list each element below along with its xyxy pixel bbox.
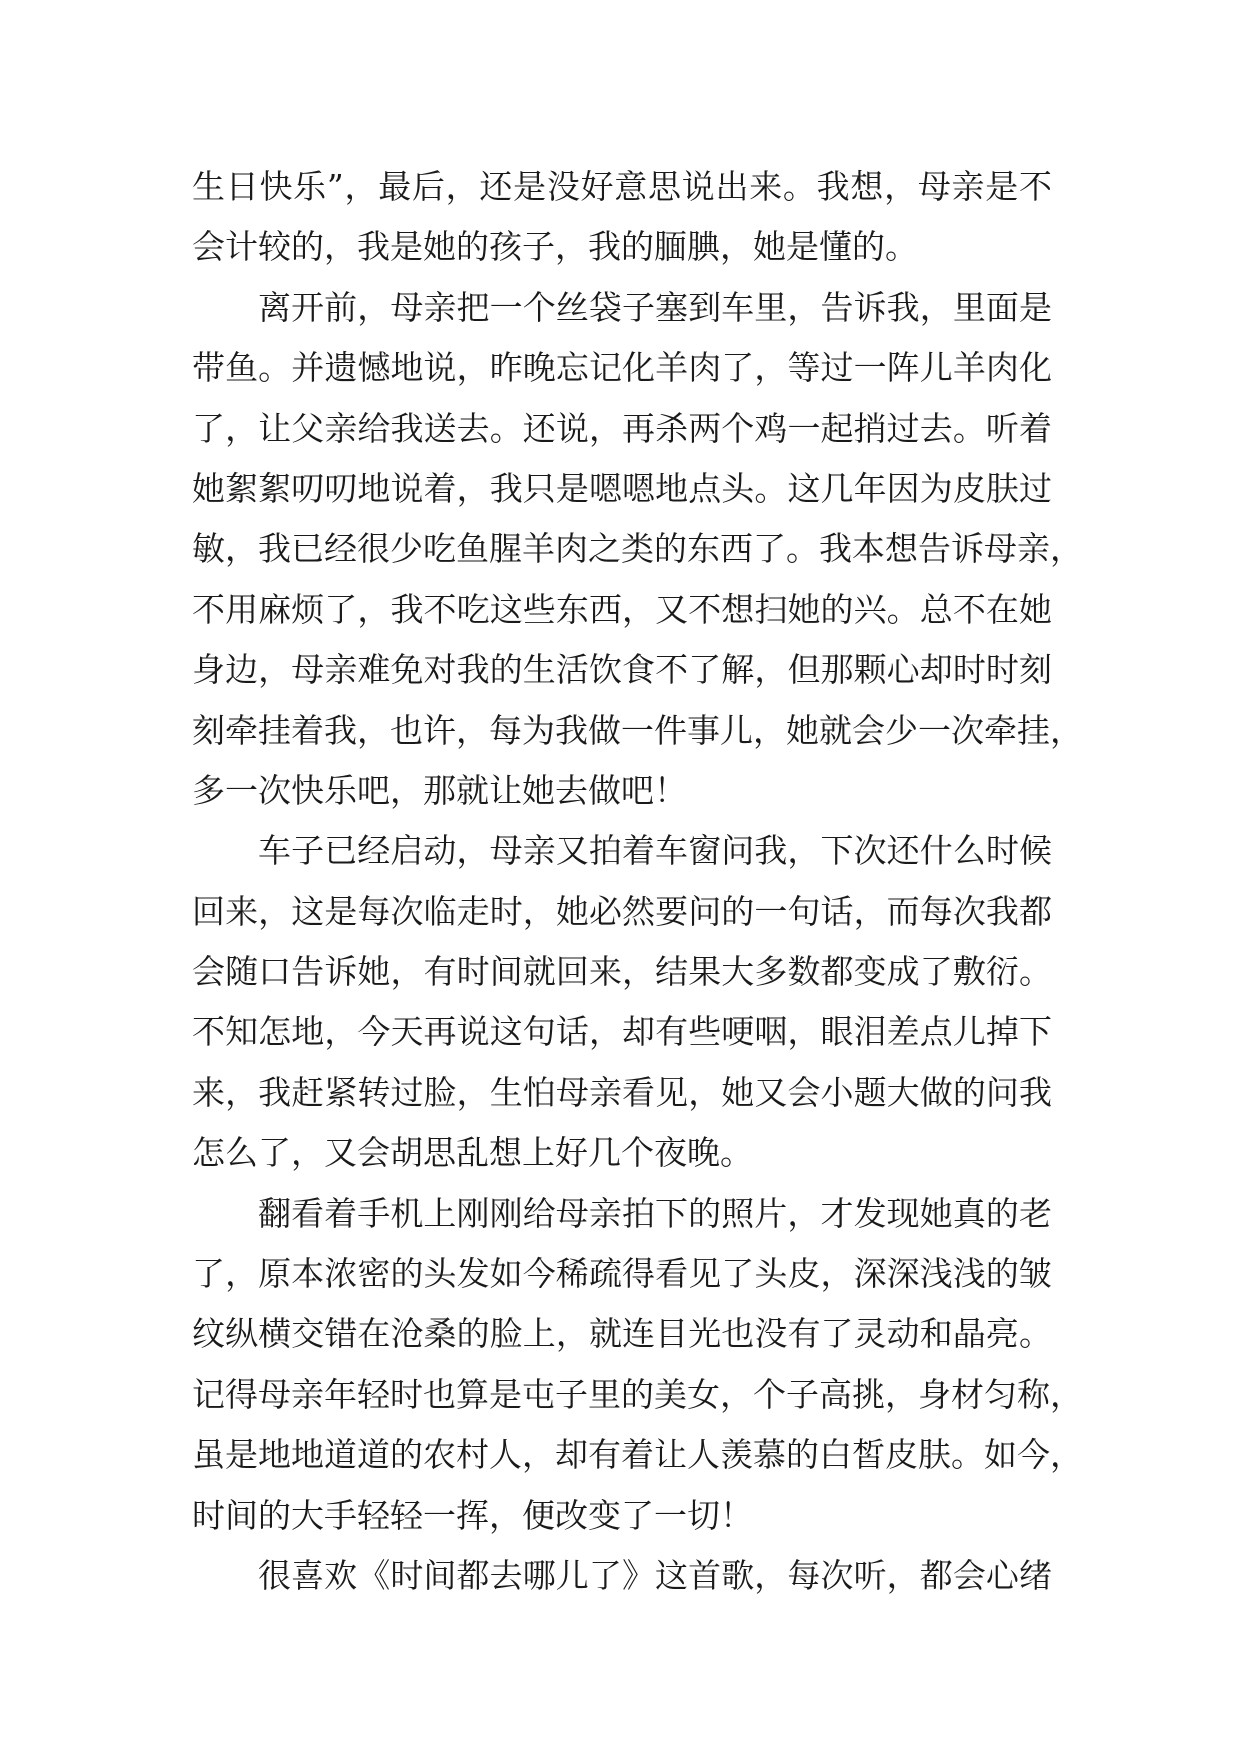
text-line: 离开前，母亲把一个丝袋子塞到车里，告诉我，里面是 (258, 287, 1052, 327)
paragraph (192, 157, 1052, 278)
text-line: 会随口告诉她，有时间就回来，结果大多数都变成了敷衍。 (192, 952, 1052, 992)
paragraph (192, 278, 1083, 822)
text-line: 刻牵挂着我，也许，每为我做一件事儿，她就会少一次牵挂， (192, 710, 1083, 750)
text-line: 会计较的，我是她的孩子，我的腼腆，她是懂的。 (192, 227, 918, 267)
text-line: 了，让父亲给我送去。还说，再杀两个鸡一起捎过去。听着 (192, 408, 1052, 448)
text-line: 回来，这是每次临走时，她必然要问的一句话，而每次我都 (192, 891, 1052, 931)
text-line: 纹纵横交错在沧桑的脸上，就连目光也没有了灵动和晶亮。 (192, 1314, 1052, 1354)
text-line: 来，我赶紧转过脸，生怕母亲看见，她又会小题大做的问我 (192, 1072, 1052, 1112)
document-body (192, 157, 1083, 1606)
paragraph (192, 821, 1052, 1183)
text-line: 不用麻烦了，我不吃这些东西，又不想扫她的兴。总不在她 (192, 589, 1052, 629)
text-line: 多一次快乐吧，那就让她去做吧！ (192, 770, 687, 810)
text-line: 敏，我已经很少吃鱼腥羊肉之类的东西了。我本想告诉母亲， (192, 529, 1083, 569)
text-line: 身边，母亲难免对我的生活饮食不了解，但那颗心却时时刻 (192, 650, 1052, 690)
text-line: 怎么了，又会胡思乱想上好几个夜晚。 (192, 1133, 753, 1173)
paragraph (192, 1184, 1083, 1546)
text-line: 带鱼。并遗憾地说，昨晚忘记化羊肉了，等过一阵儿羊肉化 (192, 348, 1052, 388)
text-line: 时间的大手轻轻一挥，便改变了一切！ (192, 1495, 753, 1535)
text-line: 了，原本浓密的头发如今稀疏得看见了头皮，深深浅浅的皱 (192, 1254, 1052, 1294)
text-line: 记得母亲年轻时也算是屯子里的美女，个子高挑，身材匀称， (192, 1374, 1083, 1414)
text-line: 虽是地地道道的农村人，却有着让人羡慕的白皙皮肤。如今， (192, 1435, 1083, 1475)
text-line: 生日快乐”，最后，还是没好意思说出来。我想，母亲是不 (192, 167, 1052, 206)
text-line: 她絮絮叨叨地说着，我只是嗯嗯地点头。这几年因为皮肤过 (192, 468, 1052, 508)
text-line: 不知怎地，今天再说这句话，却有些哽咽，眼泪差点儿掉下 (192, 1012, 1052, 1052)
paragraph (192, 1546, 1052, 1606)
text-line: 翻看着手机上刚刚给母亲拍下的照片，才发现她真的老 (258, 1193, 1052, 1233)
text-line: 车子已经启动，母亲又拍着车窗问我，下次还什么时候 (258, 831, 1052, 871)
text-line: 很喜欢《时间都去哪儿了》这首歌，每次听，都会心绪 (258, 1555, 1052, 1595)
